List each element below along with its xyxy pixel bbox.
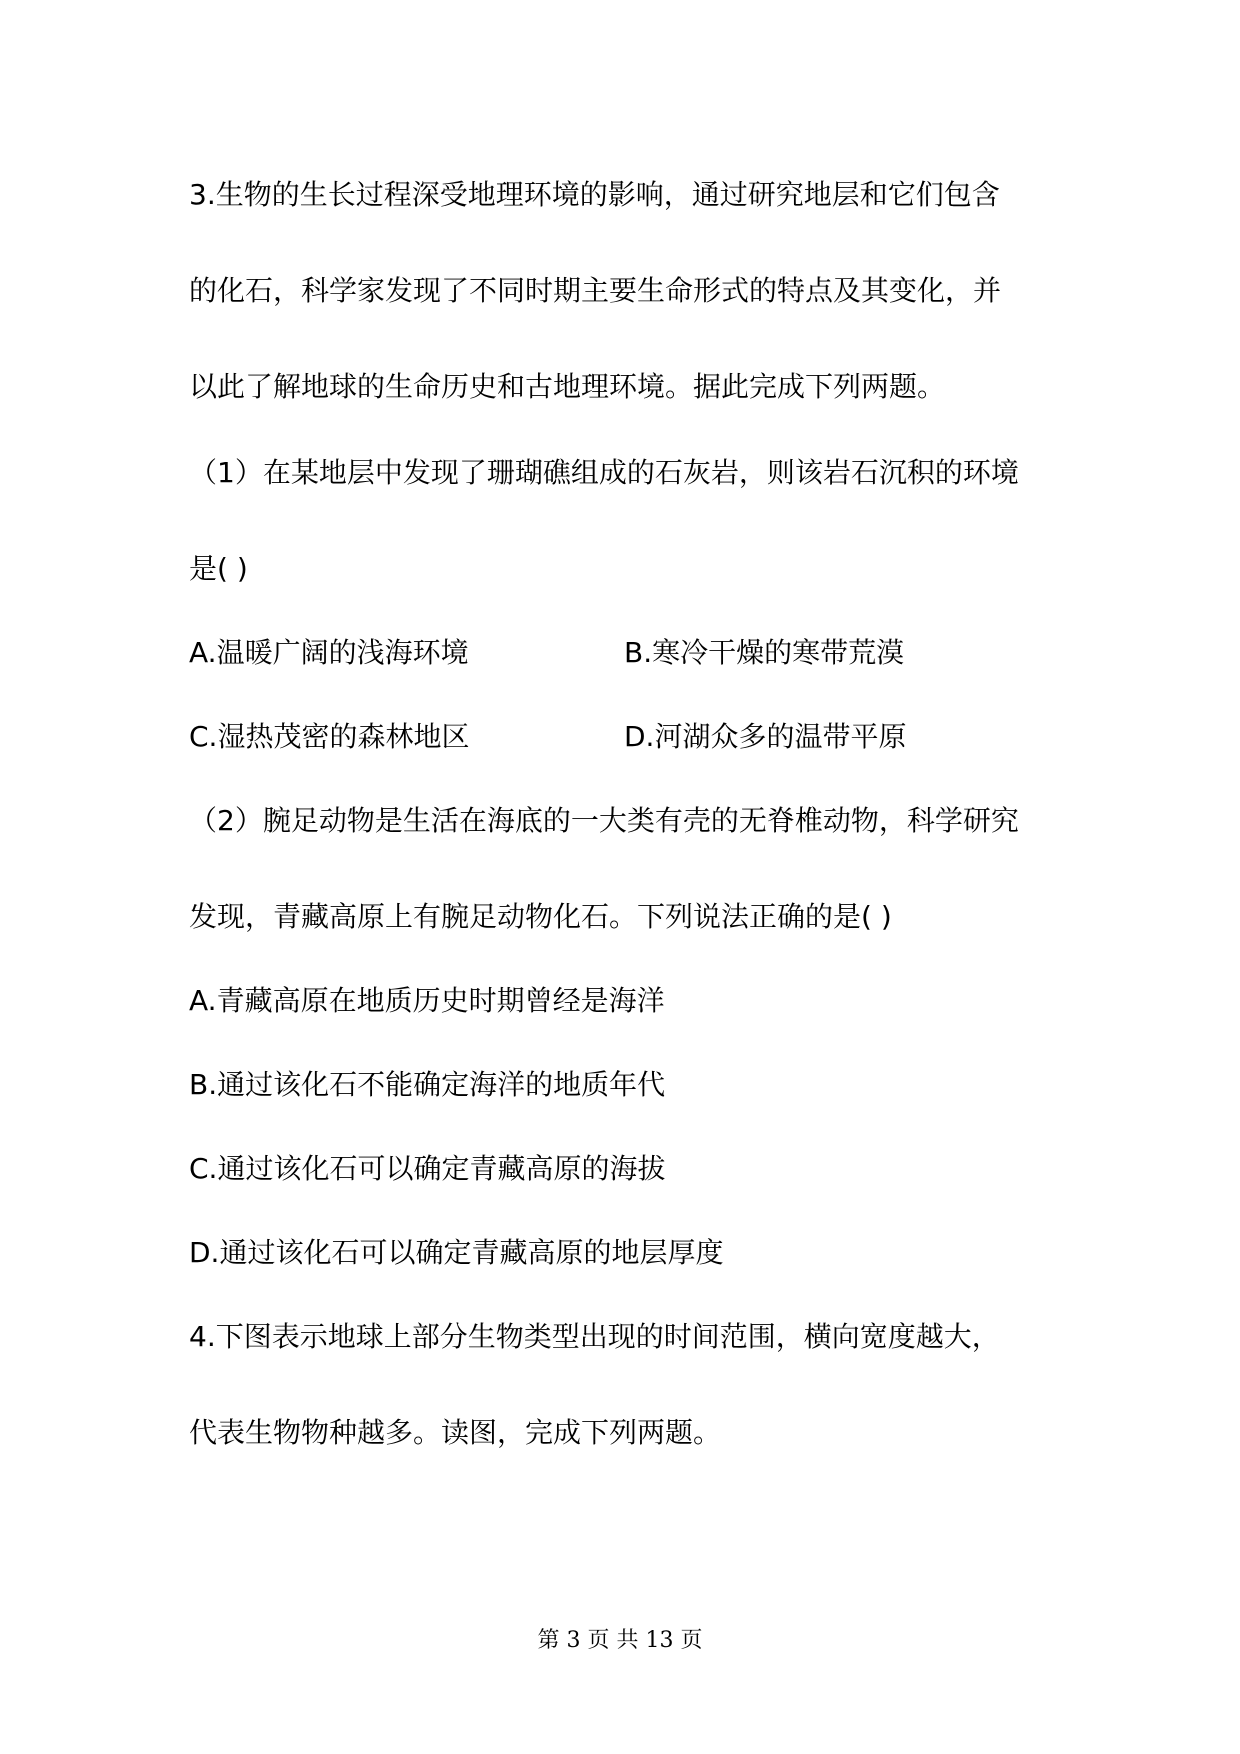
subquestion-1-stem-line-1: （1）在某地层中发现了珊瑚礁组成的石灰岩，则该岩石沉积的环境 (189, 456, 1019, 489)
subquestion-2-option-d: D.通过该化石可以确定青藏高原的地层厚度 (189, 1236, 724, 1269)
subquestion-2-stem-line-1: （2）腕足动物是生活在海底的一大类有壳的无脊椎动物，科学研究 (189, 804, 1019, 837)
question-4-stem-line-1: 4.下图表示地球上部分生物类型出现的时间范围，横向宽度越大， (189, 1320, 1000, 1353)
question-3-stem-line-2: 的化石，科学家发现了不同时期主要生命形式的特点及其变化，并 (189, 274, 1002, 307)
subquestion-2-stem-line-2: 发现，青藏高原上有腕足动物化石。下列说法正确的是( ) (189, 900, 892, 933)
subquestion-2-option-c: C.通过该化石可以确定青藏高原的海拔 (189, 1152, 666, 1185)
page-number-footer: 第 3 页 共 13 页 (537, 1628, 703, 1653)
subquestion-1-option-b: B.寒冷干燥的寒带荒漠 (624, 636, 905, 669)
subquestion-1-option-a: A.温暖广阔的浅海环境 (189, 636, 469, 669)
subquestion-2-option-a: A.青藏高原在地质历史时期曾经是海洋 (189, 984, 665, 1017)
subquestion-1-stem-line-2: 是( ) (189, 552, 248, 585)
question-3-stem-line-1: 3.生物的生长过程深受地理环境的影响，通过研究地层和它们包含 (189, 178, 1000, 211)
subquestion-2-option-b: B.通过该化石不能确定海洋的地质年代 (189, 1068, 666, 1101)
question-4-stem-line-2: 代表生物物种越多。读图，完成下列两题。 (189, 1416, 722, 1449)
subquestion-1-option-d: D.河湖众多的温带平原 (624, 720, 907, 753)
subquestion-1-option-c: C.湿热茂密的森林地区 (189, 720, 470, 753)
question-3-stem-line-3: 以此了解地球的生命历史和古地理环境。据此完成下列两题。 (189, 370, 946, 403)
